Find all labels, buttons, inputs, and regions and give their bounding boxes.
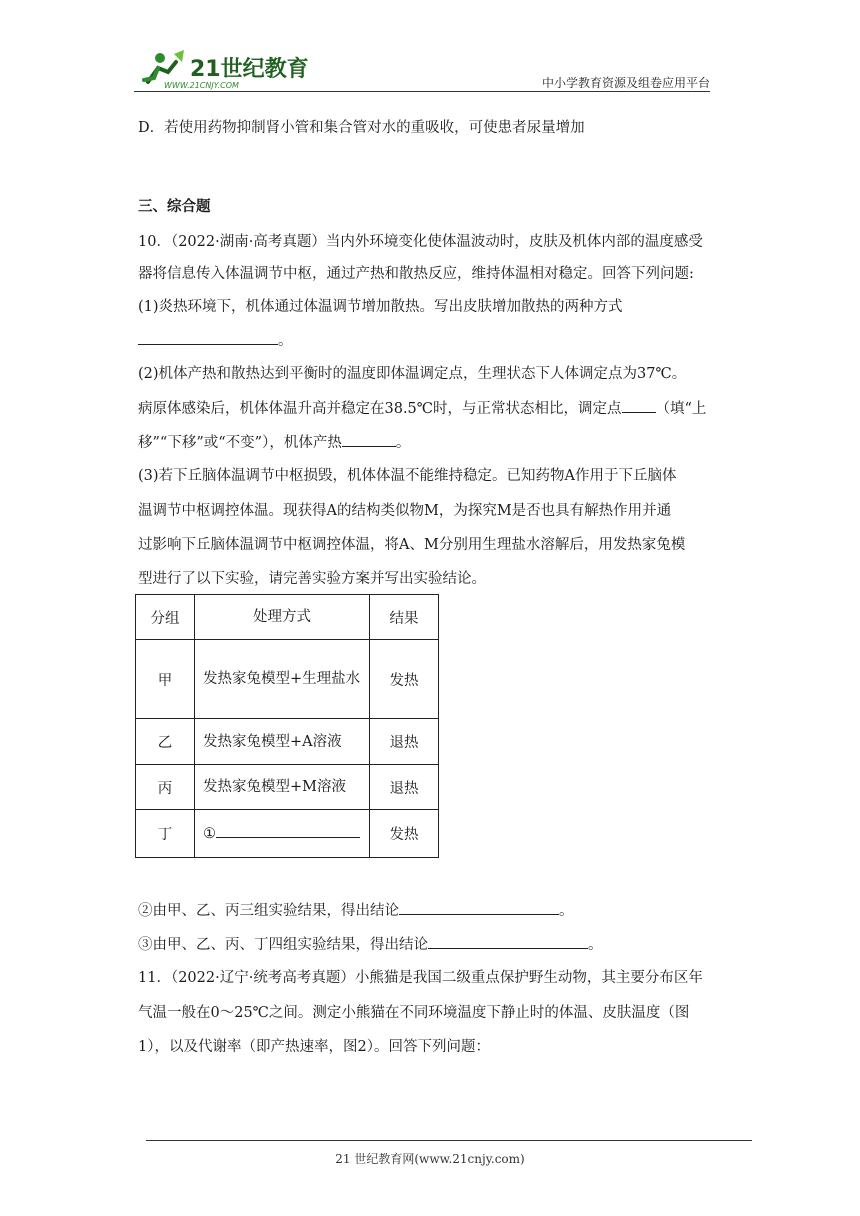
treatment-cell: 发热家兔模型+M溶液: [195, 765, 370, 810]
q10-part2-line1: (2)机体产热和散热达到平衡时的温度即体温调定点，生理状态下人体调定点为37℃。: [138, 366, 687, 382]
table-row: [136, 640, 439, 719]
header-divider: [134, 91, 710, 92]
q11-line2: 气温一般在0～25℃之间。测定小熊猫在不同环境温度下静止时的体温、皮肤温度（图: [138, 1005, 690, 1021]
platform-name: 中小学教育资源及组卷应用平台: [541, 76, 710, 90]
footer-divider: [146, 1140, 752, 1141]
q10-part3-line1: (3)若下丘脑体温调节中枢损毁，机体体温不能维持稳定。已知药物A作用于下丘脑体: [138, 468, 677, 484]
logo-text: 21世纪教育: [190, 57, 309, 82]
q10-line2: 器将信息传入体温调节中枢，通过产热和散热反应，维持体温相对稳定。回答下列问题:: [138, 266, 694, 282]
q10-part3-line2: 温调节中枢调控体温。现获得A的结构类似物M，为探究M是否也具有解热作用并通: [138, 503, 672, 519]
answer-blank[interactable]: [399, 900, 559, 915]
table-header: 处理方式: [195, 595, 370, 640]
group-cell: 丙: [136, 765, 195, 810]
q10-part2-line3: 移”“下移”或“不变”），机体产热 。: [138, 432, 410, 453]
q10-part2-line2: 病原体感染后，机体体温升高并稳定在38.5℃时，与正常状态相比，调定点 （填“上: [138, 398, 706, 419]
q10-conclusion-2: ②由甲、乙、丙三组实验结果，得出结论 。: [138, 900, 574, 921]
answer-blank[interactable]: [428, 934, 588, 949]
result-cell: 退热: [370, 765, 439, 810]
table-row: [136, 719, 439, 765]
result-cell: 发热: [370, 640, 439, 719]
answer-blank[interactable]: [216, 823, 360, 838]
q11-line3: 1），以及代谢率（即产热速率，图2）。回答下列问题：: [138, 1039, 490, 1055]
table-row: [136, 810, 439, 858]
option-d: D．若使用药物抑制肾小管和集合管对水的重吸收，可使患者尿量增加: [138, 120, 585, 136]
q11-line1: 11．（2022·辽宁·统考高考真题）小熊猫是我国二级重点保护野生动物，其主要分布区年: [138, 970, 703, 986]
group-cell: 乙: [136, 719, 195, 765]
experiment-table: [135, 594, 439, 858]
table-header: 结果: [370, 595, 439, 640]
treatment-cell: 发热家兔模型+生理盐水: [195, 640, 370, 719]
logo-url: WWW.21CNJY.COM: [164, 81, 239, 90]
footer-link[interactable]: 21 世纪教育网(www.21cnjy.com): [335, 1152, 525, 1166]
q10-part3-line4: 型进行了以下实验，请完善实验方案并写出实验结论。: [138, 571, 486, 587]
q10-part1-line1: (1)炎热环境下，机体通过体温调节增加散热。写出皮肤增加散热的两种方式: [138, 299, 623, 315]
group-cell: 丁: [136, 810, 195, 858]
q10-line1: 10．（2022·湖南·高考真题）当内外环境变化使体温波动时，皮肤及机体内部的温度感受: [138, 234, 703, 250]
answer-blank[interactable]: [138, 330, 278, 345]
q10-part3-line3: 过影响下丘脑体温调节中枢调控体温，将A、M分别用生理盐水溶解后，用发热家兔模: [138, 537, 686, 553]
table-row: [136, 765, 439, 810]
table-header: 分组: [136, 595, 195, 640]
answer-blank[interactable]: [622, 398, 656, 413]
group-cell: 甲: [136, 640, 195, 719]
treatment-cell: ①: [195, 810, 370, 858]
treatment-cell: 发热家兔模型+A溶液: [195, 719, 370, 765]
q10-part1-answer: 。: [138, 330, 293, 351]
answer-blank[interactable]: [342, 432, 396, 447]
section-title: 三、综合题: [138, 199, 211, 215]
q10-conclusion-3: ③由甲、乙、丙、丁四组实验结果，得出结论 。: [138, 934, 603, 955]
result-cell: 退热: [370, 719, 439, 765]
table-header-row: [136, 595, 439, 640]
result-cell: 发热: [370, 810, 439, 858]
site-logo: [140, 48, 310, 94]
